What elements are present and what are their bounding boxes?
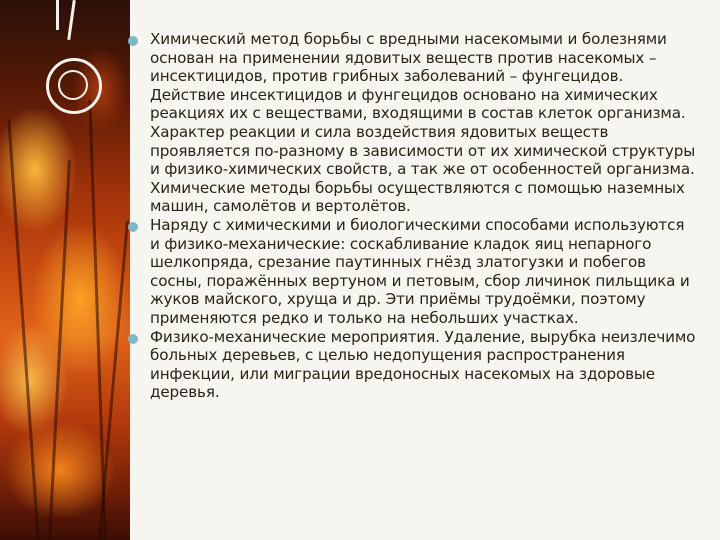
list-item xyxy=(128,30,698,216)
bullet-icon xyxy=(128,334,138,344)
list-item xyxy=(128,328,698,402)
list-item-text: Физико-механические мероприятия. Удаление, вырубка неизлечимо больных деревьев, с целью недопущения распространения инфекции, или миграции вредоносных насекомых на здоровые деревья. xyxy=(150,327,696,402)
list-item xyxy=(128,216,698,328)
bullet-icon xyxy=(128,222,138,232)
list-item-text: Химический метод борьбы с вредными насекомыми и болезнями основан на применении ядовитых веществ против насекомых – инсектицидов, против грибных заболеваний – фунгецидов. Действие инсектицидов и фунгецидов основано на химических реакциях их с веществами, входящими в состав клеток организма. Характер реакции и сила воздействия ядовитых веществ проявляется по-разному в зависимости от их химической структуры и физико-химических свойств, а так же от особенностей организма. Химические методы борьбы осуществляются с помощью наземных машин, самолётов и вертолётов. xyxy=(150,30,696,216)
frame-line-top xyxy=(56,0,59,30)
bullet-icon xyxy=(128,36,138,46)
list-item-text: Наряду с химическими и биологическими способами используются и физико-механические: соскабливание кладок яиц непарного шелкопряда, срезание паутинных гнёзд златогузки и побегов сосны, поражённых вертуном и петовым, сбор личинок пильщика и жуков майского, хруща и др. Эти приёмы трудоёмки, поэтому применяются редко и только на небольших участках. xyxy=(150,215,690,327)
ring-ornament-inner xyxy=(58,70,88,100)
content-area xyxy=(128,30,698,402)
